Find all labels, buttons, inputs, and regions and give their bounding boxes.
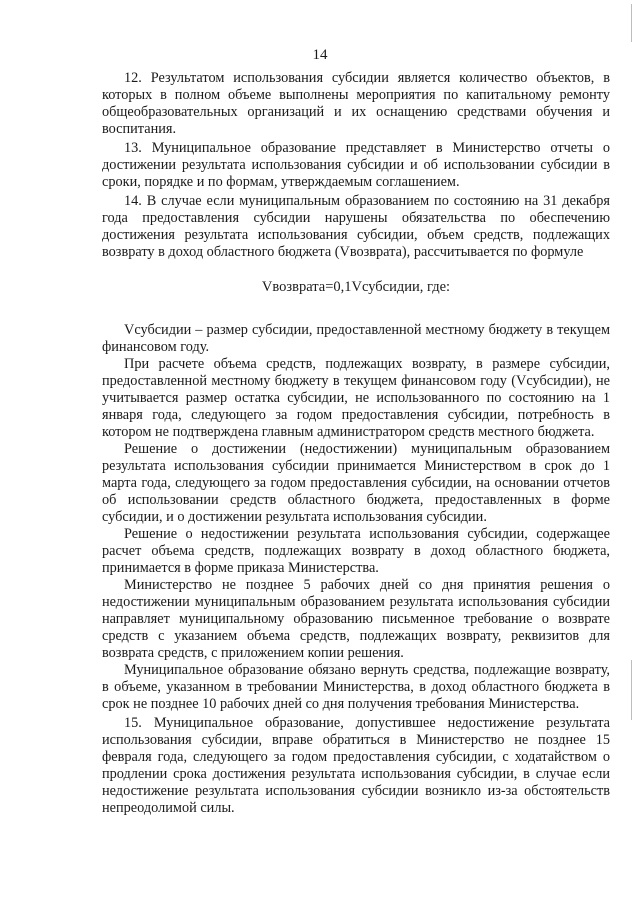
- paragraph-13: 13. Муниципальное образование представляет в Министерство отчеты о достижении результата использования субсидии и об использовании субсидии в сроки, порядке и по формам, утверждаемым соглашением.: [102, 140, 610, 190]
- paragraph-decision-deadline: Решение о достижении (недостижении) муниципальным образованием результата использования субсидии принимается Министерством в срок до 1 марта года, следующего за годом предоставления субсидии, на основании отчетов об использовании средств областного бюджета, предоставленных в форме субсидии, и о достижении результата использования субсидии.: [102, 441, 610, 525]
- paragraph-12: 12. Результатом использования субсидии является количество объектов, в которых в полном объеме выполнены мероприятия по капитальному ремонту общеобразовательных организаций и их оснащению средствами обучения и воспитания.: [102, 70, 610, 137]
- scan-edge-mark: [631, 4, 632, 42]
- paragraph-15: 15. Муниципальное образование, допустившее недостижение результата использования субсидии, вправе обратиться в Министерство не позднее 15 февраля года, следующего за годом предоставления субсидии, с ходатайством о продлении срока достижения результата использования субсидии, в случае если недостижение результата использования субсидии возникло из-за обстоятельств непреодолимой силы.: [102, 715, 610, 816]
- paragraph-refund-obligation: Муниципальное образование обязано вернуть средства, подлежащие возврату, в объеме, указанном в требовании Министерства, в доход областного бюджета в срок не позднее 10 рабочих дней со дня получения требования Министерства.: [102, 662, 610, 712]
- paragraph-subsidy-definition: Vсубсидии – размер субсидии, предоставленной местному бюджету в текущем финансовом году.: [102, 322, 610, 355]
- refund-formula: Vвозврата=0,1Vсубсидии, где:: [261, 279, 451, 295]
- paragraph-14: 14. В случае если муниципальным образованием по состоянию на 31 декабря года предоставления субсидии нарушены обязательства по обеспечению достижения результата использования субсидии, объем средств, подлежащих возврату в доход областного бюджета (Vвозврата), рассчитывается по формуле: [102, 193, 610, 260]
- scan-edge-mark: [631, 660, 632, 720]
- paragraph-refund-calculation: При расчете объема средств, подлежащих возврату, в размере субсидии, предоставленной местному бюджету в текущем финансовом году (Vсубсидии), не учитывается размер остатка субсидии, не использованного по состоянию на 1 января года, следующего за годом предоставления субсидии, потребность в котором не подтверждена главным администратором средств местного бюджета.: [102, 356, 610, 440]
- document-body: [102, 70, 610, 817]
- paragraph-decision-order: Решение о недостижении результата использования субсидии, содержащее расчет объема средств, подлежащих возврату в доход областного бюджета, принимается в форме приказа Министерства.: [102, 526, 610, 576]
- paragraph-refund-demand: Министерство не позднее 5 рабочих дней со дня принятия решения о недостижении муниципальным образованием результата использования субсидии направляет муниципальному образованию письменное требование о возврате средств с указанием объема средств, подлежащих возврату, реквизитов для возврата средств, с приложением копии решения.: [102, 577, 610, 661]
- page-number: 14: [312, 47, 328, 63]
